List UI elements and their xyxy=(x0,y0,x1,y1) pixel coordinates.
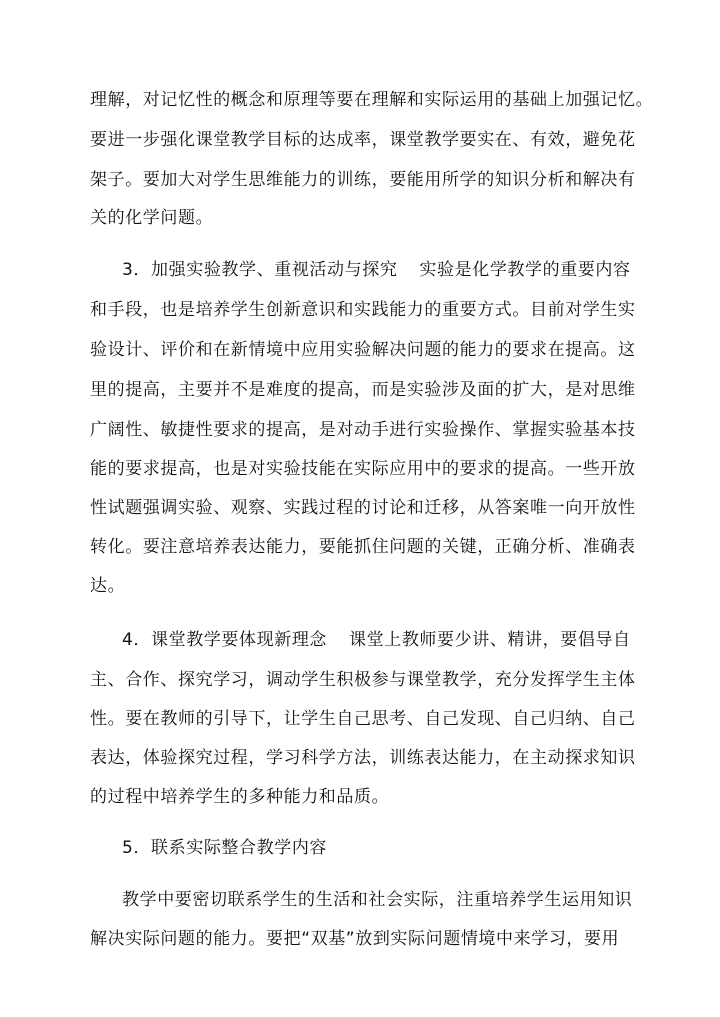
section3-heading: 3．加强实验教学、重视活动与探究 xyxy=(122,260,398,280)
section4-first-line xyxy=(122,628,662,652)
section4-line-1: 主、合作、探究学习，调动学生积极参与课堂教学，充分发挥学生主体 xyxy=(90,670,636,690)
section3-line-7: 转化。要注意培养表达能力，要能抓住问题的关键，正确分析、准确表 xyxy=(90,537,636,557)
para1-line-1: 理解，对记忆性的概念和原理等要在理解和实际运用的基础上加强记忆。 xyxy=(90,90,654,110)
section3-line-1: 和手段，也是培养学生创新意识和实践能力的重要方式。目前对学生实 xyxy=(90,300,636,320)
section4-line-4: 的过程中培养学生的多种能力和品质。 xyxy=(90,787,390,807)
section3-first-line xyxy=(122,258,662,282)
section3-lead: 实验是化学教学的重要内容 xyxy=(419,260,631,280)
section4-heading: 4．课堂教学要体现新理念 xyxy=(122,630,328,650)
para1-line-3: 架子。要加大对学生思维能力的训练，要能用所学的知识分析和解决有 xyxy=(90,170,636,190)
section3-line-6: 性试题强调实验、观察、实践过程的讨论和迁移，从答案唯一向开放性 xyxy=(90,498,636,518)
section3-line-3: 里的提高，主要并不是难度的提高，而是实验涉及面的扩大，是对思维 xyxy=(90,380,636,400)
section3-line-5: 能的要求提高，也是对实验技能在实际应用中的要求的提高。一些开放 xyxy=(90,459,636,479)
section5-line-2: 解决实际问题的能力。要把“双基”放到实际问题情境中来学习，要用 xyxy=(90,929,620,949)
section4-line-2: 性。要在教师的引导下，让学生自己思考、自己发现、自己归纳、自己 xyxy=(90,709,636,729)
section5-line-1: 教学中要密切联系学生的生活和社会实际，注重培养学生运用知识 xyxy=(122,890,633,910)
section3-line-8: 达。 xyxy=(90,576,126,596)
section5-heading: 5．联系实际整合教学内容 xyxy=(122,838,328,858)
para1-line-4: 关的化学问题。 xyxy=(90,208,214,228)
section3-line-2: 验设计、评价和在新情境中应用实验解决问题的能力的要求在提高。这 xyxy=(90,340,636,360)
section4-line-3: 表达，体验探究过程，学习科学方法，训练表达能力，在主动探求知识 xyxy=(90,748,636,768)
para1-line-2: 要进一步强化课堂教学目标的达成率，课堂教学要实在、有效，避免花 xyxy=(90,130,636,150)
section3-line-4: 广阔性、敏捷性要求的提高，是对动手进行实验操作、掌握实验基本技 xyxy=(90,420,636,440)
section4-lead: 课堂上教师要少讲、精讲，要倡导自 xyxy=(349,630,631,650)
